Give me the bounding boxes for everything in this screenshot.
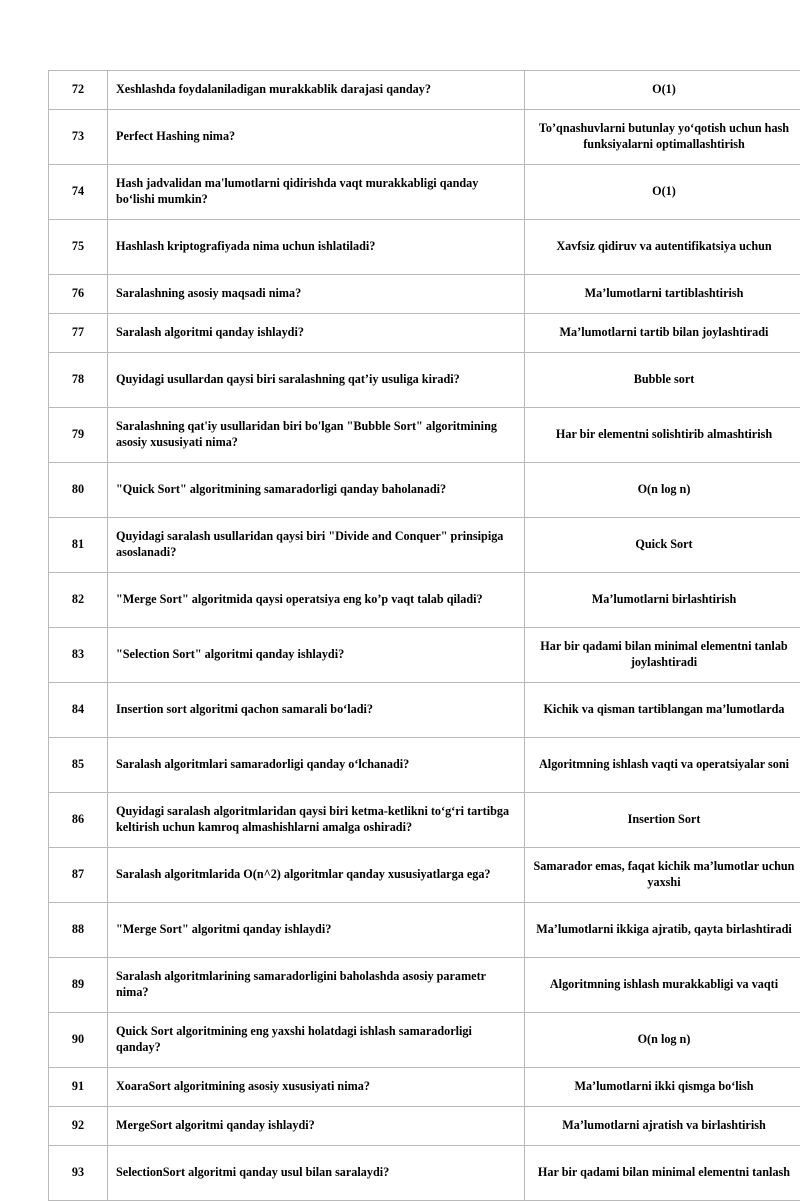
row-answer: Samarador emas, faqat kichik ma’lumotlar uchun yaxshi [525, 848, 800, 903]
row-number: 81 [49, 518, 108, 573]
row-number: 87 [49, 848, 108, 903]
row-number: 75 [49, 220, 108, 275]
table-row [49, 1013, 800, 1068]
row-answer: O(1) [525, 71, 800, 110]
row-number: 86 [49, 793, 108, 848]
row-answer: Quick Sort [525, 518, 800, 573]
row-answer: Har bir elementni solishtirib almashtirish [525, 408, 800, 463]
row-answer: Algoritmning ishlash murakkabligi va vaqti [525, 958, 800, 1013]
table-row [49, 463, 800, 518]
row-answer: Xavfsiz qidiruv va autentifikatsiya uchun [525, 220, 800, 275]
table-row [49, 408, 800, 463]
table-row [49, 738, 800, 793]
row-question: Quyidagi saralash usullaridan qaysi biri "Divide and Conquer" prinsipiga asoslanadi? [108, 518, 525, 573]
table-row [49, 683, 800, 738]
row-number: 78 [49, 353, 108, 408]
row-answer: Insertion Sort [525, 793, 800, 848]
table-row [49, 903, 800, 958]
row-number: 84 [49, 683, 108, 738]
row-answer: Ma’lumotlarni tartiblashtirish [525, 275, 800, 314]
row-question: Saralash algoritmlari samaradorligi qanday o‘lchanadi? [108, 738, 525, 793]
row-question: SelectionSort algoritmi qanday usul bilan saralaydi? [108, 1146, 525, 1201]
row-answer: O(n log n) [525, 1013, 800, 1068]
row-number: 74 [49, 165, 108, 220]
row-answer: Ma’lumotlarni tartib bilan joylashtiradi [525, 314, 800, 353]
row-question: Quick Sort algoritmining eng yaxshi holatdagi ishlash samaradorligi qanday? [108, 1013, 525, 1068]
row-answer: O(n log n) [525, 463, 800, 518]
row-question: Saralash algoritmlarida O(n^2) algoritmlar qanday xususiyatlarga ega? [108, 848, 525, 903]
row-question: Quyidagi saralash algoritmlaridan qaysi biri ketma-ketlikni to‘g‘ri tartibga keltirish uchun kamroq almashishlarni amalga oshiradi? [108, 793, 525, 848]
table-row [49, 958, 800, 1013]
row-question: Perfect Hashing nima? [108, 110, 525, 165]
table-row [49, 314, 800, 353]
row-answer: Ma’lumotlarni birlashtirish [525, 573, 800, 628]
table-row [49, 1107, 800, 1146]
question-answer-table [48, 70, 800, 1201]
row-answer: Kichik va qisman tartiblangan ma’lumotlarda [525, 683, 800, 738]
row-answer: Ma’lumotlarni ajratish va birlashtirish [525, 1107, 800, 1146]
row-question: Saralash algoritmlarining samaradorligini baholashda asosiy parametr nima? [108, 958, 525, 1013]
row-number: 77 [49, 314, 108, 353]
row-number: 73 [49, 110, 108, 165]
table-row [49, 573, 800, 628]
row-number: 72 [49, 71, 108, 110]
row-answer: To’qnashuvlarni butunlay yo‘qotish uchun hash funksiyalarni optimallashtirish [525, 110, 800, 165]
table-row [49, 275, 800, 314]
row-answer: Ma’lumotlarni ikkiga ajratib, qayta birlashtiradi [525, 903, 800, 958]
row-number: 83 [49, 628, 108, 683]
row-number: 91 [49, 1068, 108, 1107]
table-body [49, 71, 800, 1201]
table-row [49, 1068, 800, 1107]
table-row [49, 220, 800, 275]
table-row [49, 518, 800, 573]
row-question: Insertion sort algoritmi qachon samarali bo‘ladi? [108, 683, 525, 738]
table-row [49, 110, 800, 165]
row-question: Saralashning qat'iy usullaridan biri bo'lgan "Bubble Sort" algoritmining asosiy xususiyati nima? [108, 408, 525, 463]
row-answer: Har bir qadami bilan minimal elementni tanlab joylashtiradi [525, 628, 800, 683]
row-number: 93 [49, 1146, 108, 1201]
row-question: "Quick Sort" algoritmining samaradorligi qanday baholanadi? [108, 463, 525, 518]
table-row [49, 848, 800, 903]
row-number: 80 [49, 463, 108, 518]
row-question: Xeshlashda foydalaniladigan murakkablik darajasi qanday? [108, 71, 525, 110]
row-question: "Merge Sort" algoritmi qanday ishlaydi? [108, 903, 525, 958]
row-number: 76 [49, 275, 108, 314]
row-number: 92 [49, 1107, 108, 1146]
row-answer: Bubble sort [525, 353, 800, 408]
table-row [49, 1146, 800, 1201]
row-question: XoaraSort algoritmining asosiy xususiyati nima? [108, 1068, 525, 1107]
row-question: Saralash algoritmi qanday ishlaydi? [108, 314, 525, 353]
row-answer: Algoritmning ishlash vaqti va operatsiyalar soni [525, 738, 800, 793]
table-row [49, 71, 800, 110]
table-row [49, 165, 800, 220]
table-row [49, 793, 800, 848]
row-question: Hash jadvalidan ma'lumotlarni qidirishda vaqt murakkabligi qanday bo‘lishi mumkin? [108, 165, 525, 220]
row-question: MergeSort algoritmi qanday ishlaydi? [108, 1107, 525, 1146]
row-answer: O(1) [525, 165, 800, 220]
row-number: 90 [49, 1013, 108, 1068]
row-question: Quyidagi usullardan qaysi biri saralashning qat’iy usuliga kiradi? [108, 353, 525, 408]
row-number: 79 [49, 408, 108, 463]
row-question: Hashlash kriptografiyada nima uchun ishlatiladi? [108, 220, 525, 275]
row-number: 82 [49, 573, 108, 628]
row-number: 88 [49, 903, 108, 958]
row-question: Saralashning asosiy maqsadi nima? [108, 275, 525, 314]
table-row [49, 353, 800, 408]
row-question: "Selection Sort" algoritmi qanday ishlaydi? [108, 628, 525, 683]
row-question: "Merge Sort" algoritmida qaysi operatsiya eng ko’p vaqt talab qiladi? [108, 573, 525, 628]
row-number: 89 [49, 958, 108, 1013]
row-number: 85 [49, 738, 108, 793]
row-answer: Ma’lumotlarni ikki qismga bo‘lish [525, 1068, 800, 1107]
table-row [49, 628, 800, 683]
row-answer: Har bir qadami bilan minimal elementni tanlash [525, 1146, 800, 1201]
